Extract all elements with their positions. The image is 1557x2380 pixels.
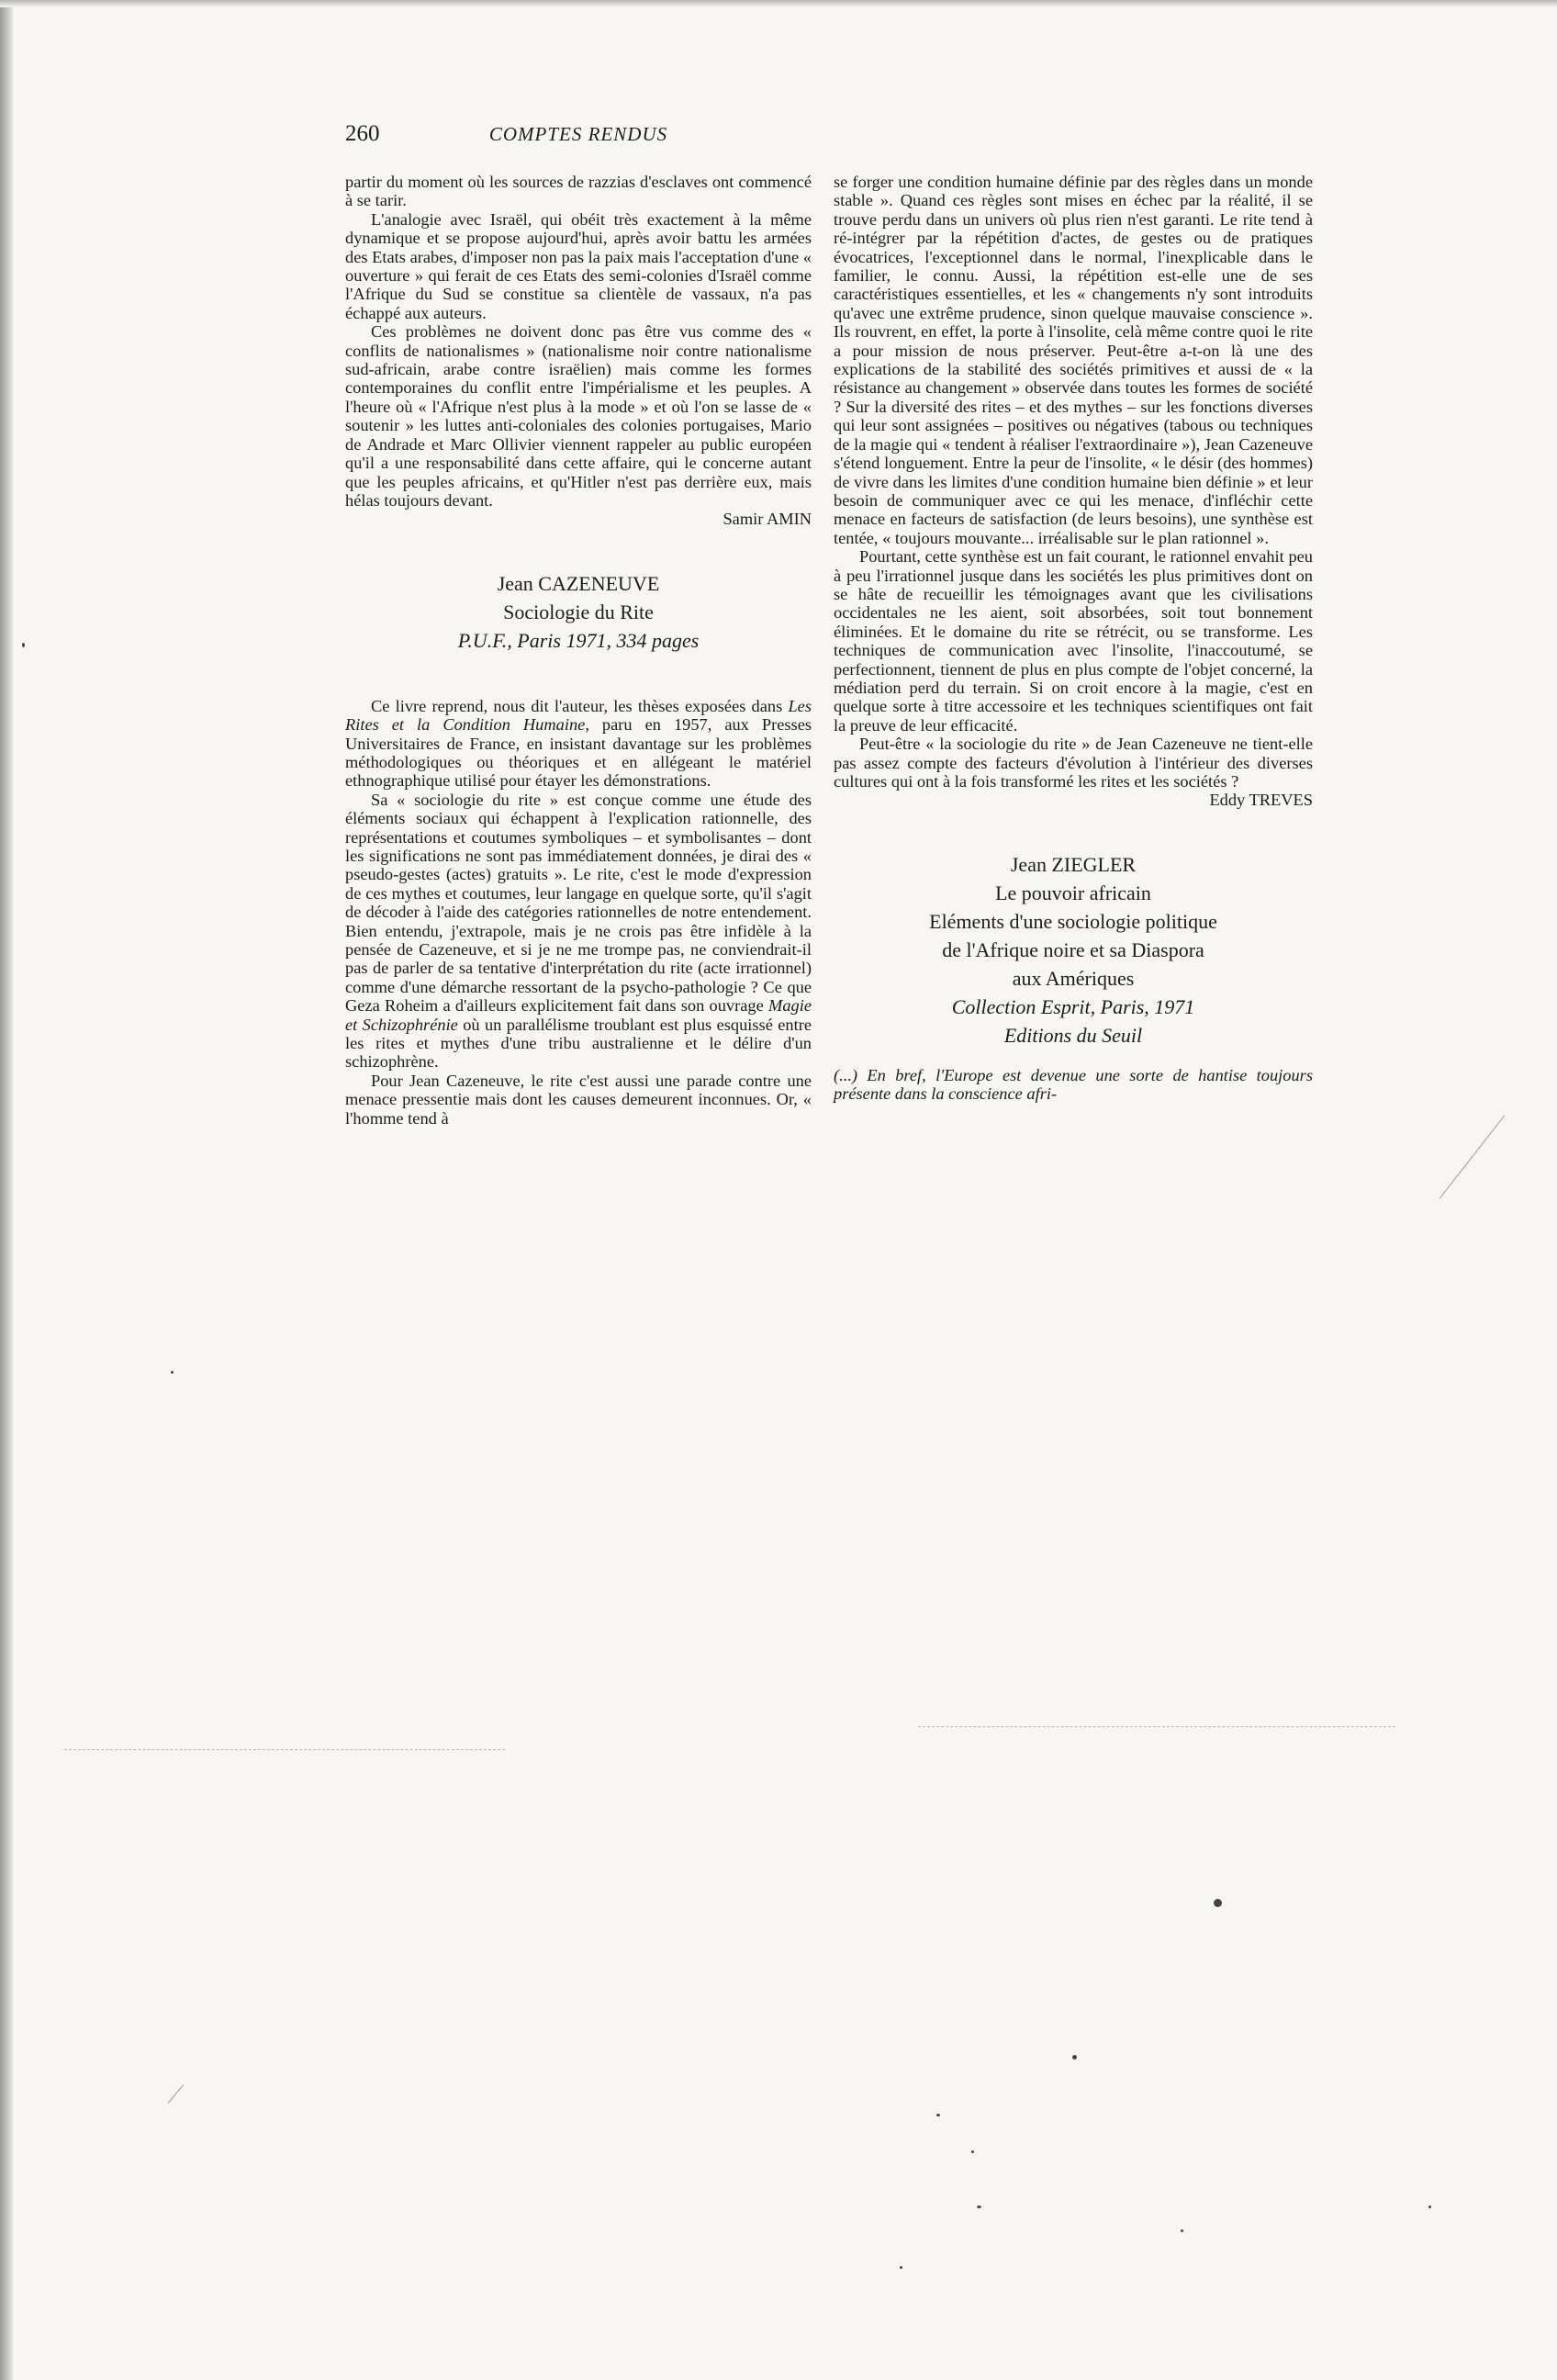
scan-speck	[1072, 2055, 1077, 2060]
book-title: Sociologie du Rite	[503, 600, 654, 623]
review-heading	[834, 850, 1313, 1050]
book-publisher: P.U.F., Paris 1971, 334 pages	[457, 628, 700, 652]
review-signature: Samir AMIN	[722, 510, 812, 529]
excerpt-paragraph: (...) En bref, l'Europe est devenue une sorte de hantise toujours présente dans la conscience afri-	[834, 1065, 1313, 1104]
scan-speck	[1214, 1899, 1222, 1907]
paragraph: partir du moment où les sources de razzias d'esclaves ont commencé à se tarir.	[345, 173, 812, 210]
scan-speck	[971, 2150, 974, 2153]
cited-title: Magie et Schizophrénie	[345, 996, 812, 1034]
book-subtitle: Eléments d'une sociologie politique	[929, 909, 1217, 933]
book-subtitle: aux Amériques	[1012, 966, 1135, 990]
book-collection: Collection Esprit, Paris, 1971	[951, 994, 1195, 1018]
page-edge-shadow	[0, 0, 13, 2380]
right-column	[834, 173, 1313, 1104]
cited-title: Les Rites et la Condition Humaine	[345, 696, 812, 735]
scan-scratch	[168, 2084, 184, 2104]
scan-speck	[22, 643, 25, 647]
book-publisher: Editions du Seuil	[1003, 1023, 1143, 1047]
running-header	[345, 121, 812, 152]
scan-artifact-line	[64, 1749, 505, 1750]
paragraph: Pourtant, cette synthèse est un fait courant, le rationnel envahit peu à peu l'irrationnel jusque dans les sociétés les plus primitives dont on se hâte de recueillir les témoignages avant que les civilisations occidentales ne les aient, soit absorbées, soit tout bonnement éliminées. Et le domaine du rite se rétrécit, ou se transforme. Les techniques de communication avec l'insolite, l'inaccoutumé, se perfectionnent, tiennent de plus en plus compte de l'objet concerné, la médiation perd du terrain. Si on croit encore à la magie, c'est en quelque sorte à titre accessoire et les techniques scientifiques ont fait la preuve de leur efficacité.	[834, 547, 1313, 735]
scan-speck	[1181, 2229, 1183, 2232]
paragraph: Pour Jean Cazeneuve, le rite c'est aussi une parade contre une menace pressentie mais dont les causes demeurent inconnues. Or, « l'homme tend à	[345, 1071, 812, 1128]
paragraph: Ce livre reprend, nous dit l'auteur, les thèses exposées dans Les Rites et la Condition Humaine, paru en 1957, aux Presses Universitaires de France, en insistant davantage sur les problèmes méthodologiques ou théoriques et en allégeant le matériel ethnographique utilisé pour étayer les démonstrations.	[345, 696, 812, 791]
scan-speck	[900, 2266, 902, 2269]
scan-speck	[1428, 2206, 1431, 2208]
paragraph: Ces problèmes ne doivent donc pas être vus comme des « conflits de nationalismes » (nationalisme noir contre nationalisme sud-africain, arabe contre israëlien) mais comme les formes contemporaines du conflit entre l'impérialisme et les peuples. A l'heure où « l'Afrique n'est plus à la mode » et où l'on se lasse de « soutenir » les luttes anti-coloniales des colonies portugaises, Mario de Andrade et Marc Ollivier viennent rappeler au public européen qu'il a une responsabilité dans cette affaire, qui le concerne autant que les peuples africains, et qu'Hitler n'est pas derrière eux, mais hélas toujours devant.	[345, 322, 812, 510]
book-author: Jean CAZENEUVE	[497, 571, 660, 595]
scan-speck	[171, 1371, 174, 1374]
paragraph: Peut-être « la sociologie du rite » de Jean Cazeneuve ne tient-elle pas assez compte des facteurs d'évolution à l'intérieur des diverses cultures qui ont à la fois transformé les rites et les sociétés ?	[834, 735, 1313, 791]
scan-scratch	[1439, 1116, 1506, 1199]
paragraph: Sa « sociologie du rite » est conçue comme une étude des éléments sociaux qui échappent à l'explication rationnelle, des représentations et coutumes symboliques – et symbolisantes – dont les significations ne sont pas immédiatement données, je dirai des « pseudo-gestes (actes) gratuits ». Le rite, c'est le mode d'expression de ces mythes et coutumes, leur langage en quelque sorte, qu'il s'agit de décoder à l'aide des catégories rationnelles de notre entendement. Bien entendu, j'extrapole, mais je ne crois pas être infidèle à la pensée de Cazeneuve, et si je ne me trompe pas, ne conviendrait-il pas de parler de sa tentative d'interprétation du rite (acte irrationnel) comme d'une démarche ressortant de la psycho-pathologie ? Ce que Geza Roheim a d'ailleurs explicitement fait dans son ouvrage Magie et Schizophrénie où un parallélisme troublant est plus esquissé entre les rites et mythes d'une tribu australienne et le délire d'un schizophrène.	[345, 790, 812, 1072]
review-heading	[345, 569, 812, 655]
book-subtitle: de l'Afrique noire et sa Diaspora	[942, 937, 1204, 961]
paragraph: se forger une condition humaine définie par des règles dans un monde stable ». Quand ces règles sont mises en échec par la réalité, il se trouve perdu dans un univers où plus rien n'est garanti. Le rite tend à ré-intégrer par la répétition d'actes, de gestes ou de pratiques évocatrices, l'exceptionnel dans le normal, l'inexplicable dans le familier, le connu. Aussi, la répétition est-elle une de ses caractéristiques essentielles, et les « changements n'y sont introduits qu'avec une extrême prudence, sinon quelque mauvaise conscience ». Ils rouvrent, en effet, la porte à l'insolite, celà même contre quoi le rite a pour mission de nous préserver. Peut-être a-t-on là une des explications de la stabilité des sociétés primitives et aussi de « la résistance au changement » observée dans toutes les formes de société ? Sur la diversité des rites – et des mythes – sur les fonctions diverses qui leur sont assignées – positives ou négatives (tabous ou techniques de la magie qui « tendent à réaliser l'extraordinaire »), Jean Cazeneuve s'étend longuement. Entre la peur de l'insolite, « le désir (des hommes) de vivre dans les limites d'une condition humaine bien définie » et leur besoin de communiquer avec ce qui les menace, d'infléchir cette menace en facteurs de satisfaction (de leurs besoins), une synthèse est tentée, « toujours mouvante... irréalisable sur le plan rationnel ».	[834, 173, 1313, 547]
paragraph: L'analogie avec Israël, qui obéit très exactement à la même dynamique et se propose aujourd'hui, après avoir battu les armées des Etats arabes, d'imposer non pas la paix mais l'acceptation d'une « ouverture » qui ferait de ces Etats des semi-colonies d'Israël comme l'Afrique du Sud se constitue sa clientèle de vassaux, n'a pas échappé aux auteurs.	[345, 209, 812, 322]
left-column	[345, 173, 812, 1128]
review-signature: Eddy TREVES	[1209, 791, 1313, 810]
book-author: Jean ZIEGLER	[1010, 852, 1137, 876]
book-title: Le pouvoir africain	[995, 881, 1151, 904]
page-top-edge	[0, 0, 1557, 7]
section-title: COMPTES RENDUS	[488, 123, 668, 145]
scan-speck	[936, 2114, 940, 2116]
scan-artifact-line	[918, 1726, 1395, 1727]
page-number: 260	[345, 121, 380, 146]
scan-speck	[977, 2206, 981, 2208]
